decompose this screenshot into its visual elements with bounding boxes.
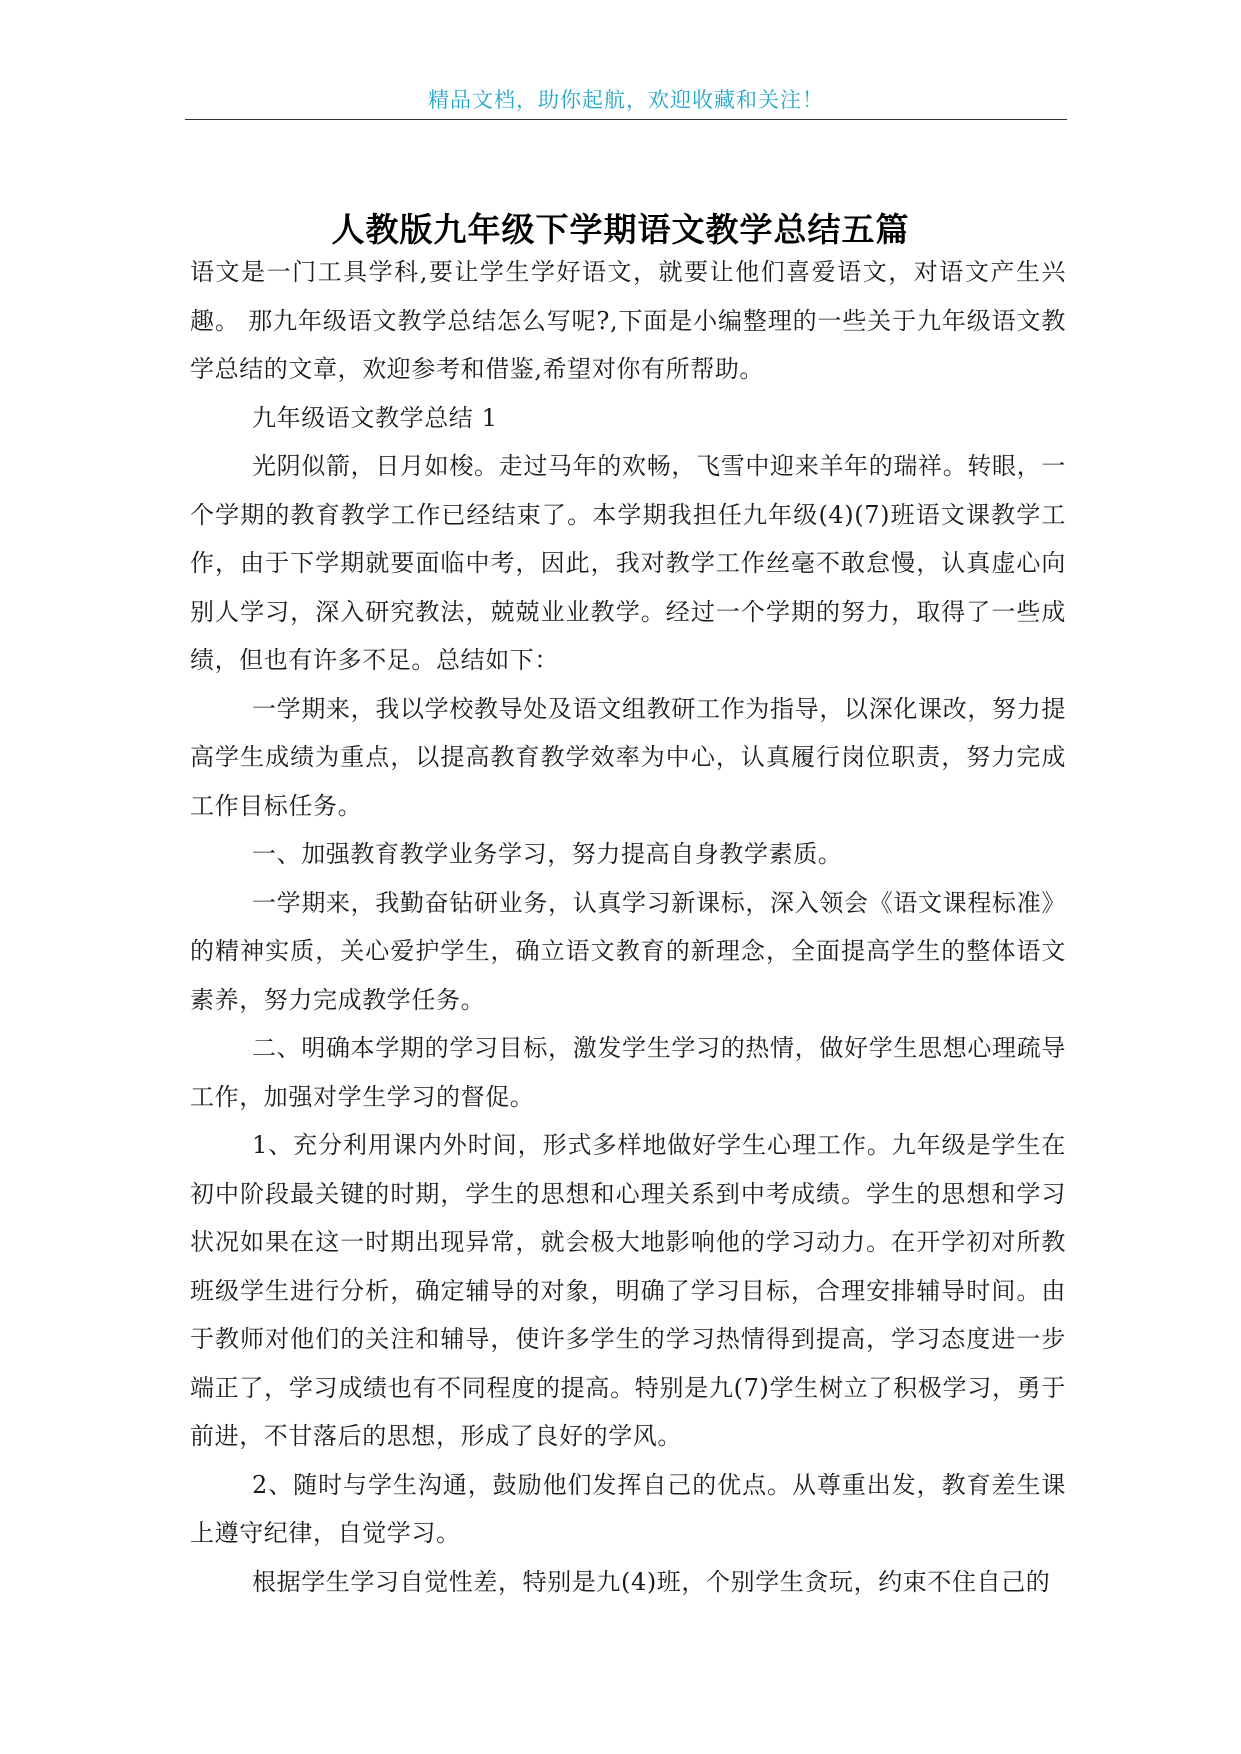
header-tagline: 精品文档，助你起航，欢迎收藏和关注！ (428, 88, 824, 112)
paragraph-intro: 语文是一门工具学科,要让学生学好语文，就要让他们喜爱语文，对语文产生兴趣。 那九年级语文教学总结怎么写呢?,下面是小编整理的一些关于九年级语文教学总结的文章，欢迎参考和借鉴,希望对你有所帮助。 (190, 258, 1066, 383)
paragraph: 根据学生学习自觉性差，特别是九(4)班，个别学生贪玩，约束不住自己的 (252, 1567, 1051, 1596)
document-body (190, 248, 1066, 1606)
section-heading: 九年级语文教学总结 1 (252, 403, 498, 432)
header-divider (185, 119, 1067, 120)
paragraph: 2、随时与学生沟通，鼓励他们发挥自己的优点。从尊重出发，教育差生课上遵守纪律，自觉学习。 (190, 1470, 1066, 1547)
paragraph: 1、充分利用课内外时间，形式多样地做好学生心理工作。九年级是学生在初中阶段最关键的时期，学生的思想和心理关系到中考成绩。学生的思想和学习状况如果在这一时期出现异常，就会极大地影响他的学习动力。在开学初对所教班级学生进行分析，确定辅导的对象，明确了学习目标，合理安排辅导时间。由于教师对他们的关注和辅导，使许多学生的学习热情得到提高，学习态度进一步端正了，学习成绩也有不同程度的提高。特别是九(7)学生树立了积极学习，勇于前进，不甘落后的思想，形成了良好的学风。 (190, 1131, 1066, 1450)
document-title: 人教版九年级下学期语文教学总结五篇 (331, 210, 910, 250)
paragraph: 一学期来，我勤奋钻研业务，认真学习新课标，深入领会《语文课程标准》的精神实质，关心爱护学生，确立语文教育的新理念，全面提高学生的整体语文素养，努力完成教学任务。 (190, 888, 1066, 1014)
paragraph: 一学期来，我以学校教导处及语文组教研工作为指导，以深化课改，努力提高学生成绩为重点，以提高教育教学效率为中心，认真履行岗位职责，努力完成工作目标任务。 (190, 694, 1066, 820)
subsection-heading: 二、明确本学期的学习目标，激发学生学习的热情，做好学生思想心理疏导工作，加强对学生学习的督促。 (190, 1034, 1066, 1111)
subsection-heading: 一、加强教育教学业务学习，努力提高自身教学素质。 (252, 840, 843, 868)
paragraph: 光阴似箭，日月如梭。走过马年的欢畅，飞雪中迎来羊年的瑞祥。转眼，一个学期的教育教学工作已经结束了。本学期我担任九年级(4)(7)班语文课教学工作，由于下学期就要面临中考，因此，我对教学工作丝毫不敢怠慢，认真虚心向别人学习，深入研究教法，兢兢业业教学。经过一个学期的努力，取得了一些成绩，但也有许多不足。总结如下： (190, 452, 1066, 674)
page-header (185, 0, 1067, 121)
